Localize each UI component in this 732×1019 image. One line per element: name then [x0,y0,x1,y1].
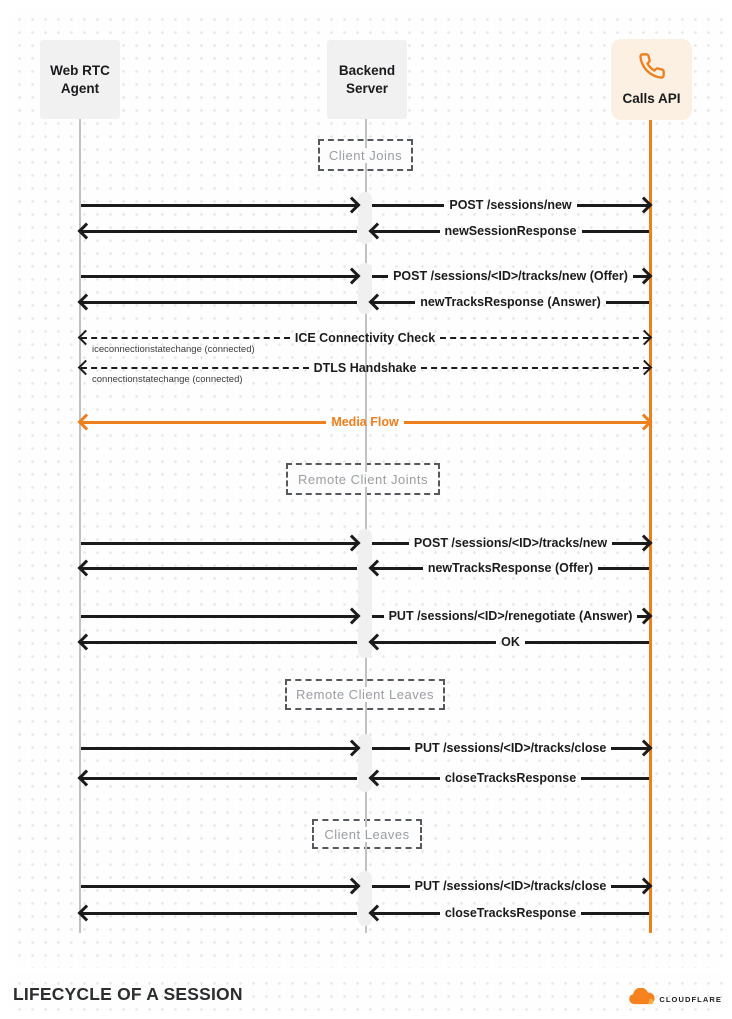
arrowhead-left-icon [369,560,386,577]
phase-label-remote-client-joints: Remote Client Joints [286,463,440,495]
message-label: closeTracksResponse [444,906,577,920]
message-label: PUT /sessions/<ID>/tracks/close [414,879,607,893]
arrowhead-left-icon [369,294,386,311]
arrow-webrtc-to-backend [81,875,357,897]
phase-label-remote-client-leaves: Remote Client Leaves [285,679,445,710]
connection-state-note: connectionstatechange (connected) [92,374,243,385]
message-label: newSessionResponse [444,224,577,238]
message-label: POST /sessions/new [449,198,572,212]
arrow-backend-to-webrtc [81,767,357,789]
arrow-media-flow [81,411,649,433]
message-label: DTLS Handshake [313,361,417,375]
message-label: OK [501,635,520,649]
arrow-backend-to-callsapi [372,875,649,897]
arrowhead-left-icon [369,223,386,240]
cloudflare-brand [628,988,722,1010]
arrow-backend-to-callsapi [372,265,649,287]
arrow-callsapi-to-backend [372,291,649,313]
arrowhead-left-icon [78,905,95,922]
arrow-backend-to-callsapi [372,605,649,627]
message-label: closeTracksResponse [444,771,577,785]
message-label: Media Flow [331,415,399,429]
arrow-backend-to-callsapi [372,194,649,216]
arrowhead-left-icon [369,770,386,787]
page-title: LIFECYCLE OF A SESSION [13,984,243,1004]
message-label: PUT /sessions/<ID>/renegotiate (Answer) [388,609,633,623]
message-label: newTracksResponse (Answer) [420,295,601,309]
arrow-callsapi-to-backend [372,557,649,579]
arrowhead-left-icon [78,560,95,577]
phase-label-client-joins: Client Joins [318,139,413,171]
arrowhead-left-icon [78,770,95,787]
arrow-backend-to-webrtc [81,631,357,653]
phase-label-client-leaves: Client Leaves [312,819,422,849]
activation-bar [358,871,372,926]
arrow-webrtc-to-backend [81,265,357,287]
arrowhead-left-icon [78,223,95,240]
arrow-backend-to-callsapi [372,737,649,759]
arrow-webrtc-to-backend [81,737,357,759]
actor-label: Calls API [622,90,681,106]
message-label: PUT /sessions/<ID>/tracks/close [414,741,607,755]
actor-webrtc-agent [40,40,120,119]
activation-bar [358,192,372,244]
arrow-backend-to-callsapi [372,532,649,554]
activation-bar [358,263,372,314]
arrowhead-left-icon [78,414,95,431]
cloudflare-cloud-icon [628,988,655,1010]
actor-label: Web RTC Agent [50,62,110,96]
cloudflare-wordmark: CLOUDFLARE [659,994,722,1004]
message-label: newTracksResponse (Offer) [427,561,594,575]
lifeline-calls-api [649,119,652,933]
arrow-backend-to-webrtc [81,902,357,924]
arrowhead-left-icon [78,360,94,376]
message-label: POST /sessions/<ID>/tracks/new (Offer) [393,269,628,283]
arrowhead-left-icon [78,634,95,651]
arrow-backend-to-webrtc [81,557,357,579]
arrow-callsapi-to-backend [372,767,649,789]
arrowhead-left-icon [369,634,386,651]
arrow-callsapi-to-backend [372,631,649,653]
arrow-webrtc-to-backend [81,605,357,627]
arrowhead-left-icon [369,905,386,922]
arrow-backend-to-webrtc [81,291,357,313]
actor-label: Backend Server [338,62,396,96]
arrow-callsapi-to-backend [372,220,649,242]
arrow-webrtc-to-backend [81,194,357,216]
arrowhead-left-icon [78,294,95,311]
actor-backend-server [327,40,407,119]
arrow-backend-to-webrtc [81,220,357,242]
message-label: POST /sessions/<ID>/tracks/new [413,536,608,550]
activation-bar [358,734,372,792]
arrow-webrtc-to-backend [81,532,357,554]
ice-state-note: iceconnectionstatechange (connected) [92,344,255,355]
arrow-callsapi-to-backend [372,902,649,924]
actor-calls-api [611,39,692,120]
message-label: ICE Connectivity Check [294,331,436,345]
arrowhead-left-icon [78,330,94,346]
phone-icon [638,52,666,85]
